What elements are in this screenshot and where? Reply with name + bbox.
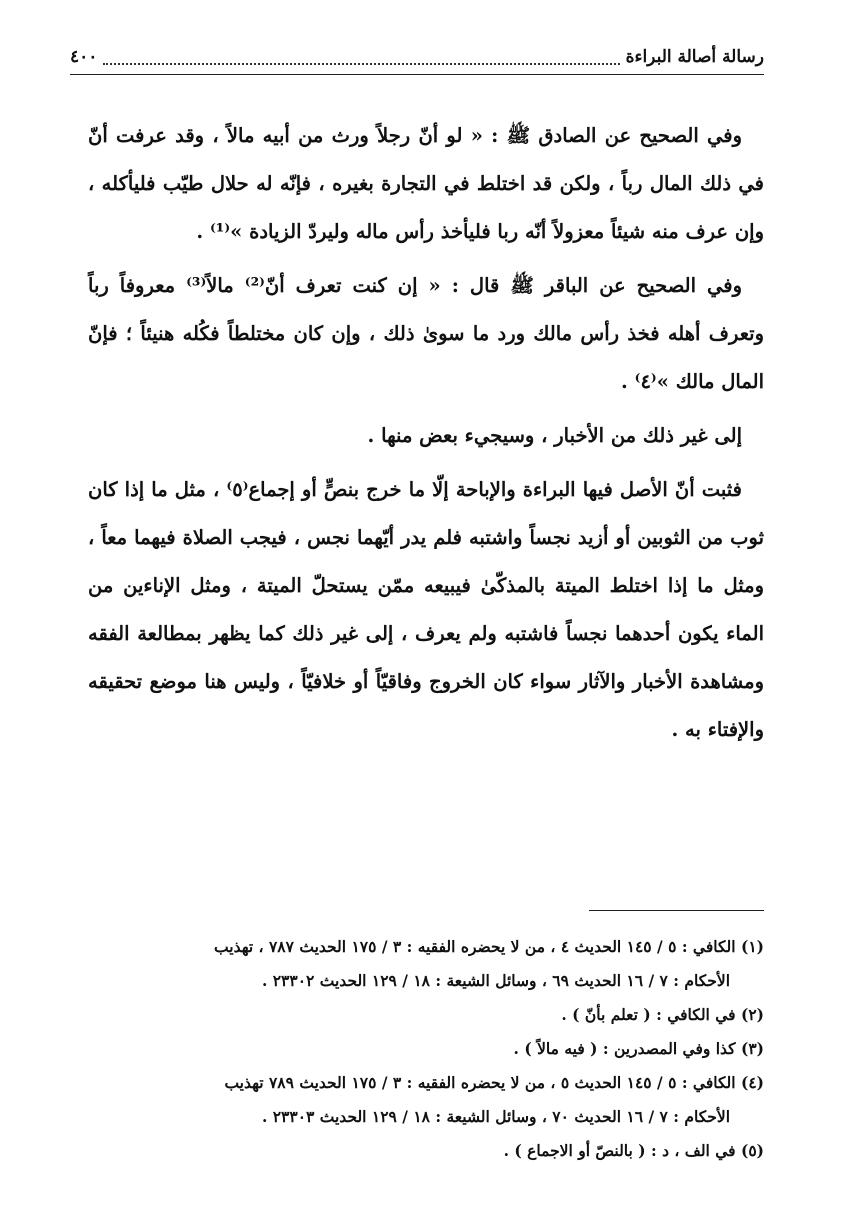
footnote-number: (٥) xyxy=(740,1141,764,1160)
footnotes xyxy=(88,930,764,1168)
paragraph: إلى غير ذلك من الأخبار ، وسيجيء بعض منها . xyxy=(367,424,742,447)
footnote-5 xyxy=(88,1134,764,1168)
paragraph: وفي الصحيح عن الباقر ﷺ قال : « إن كنت تعرف أنّ⁽²⁾ مالاً⁽³⁾ معروفاً رباً وتعرف أهله فخذ رأس مالك ورد ما سوىٰ ذلك ، وإن كان مختلطاً فكُله هنيئاً ؛ فإنّ المال مالك »⁽٤⁾ . xyxy=(88,274,764,393)
footnote-text: كذا وفي المصدرين : ( فيه مالاً ) . xyxy=(513,1039,736,1058)
footnote-4 xyxy=(88,1066,764,1100)
leader-dots xyxy=(103,49,619,65)
paragraph: فثبت أنّ الأصل فيها البراءة والإباحة إلّا ما خرج بنصٍّ أو إجماع⁽٥⁾ ، مثل ما إذا كان ثوب من الثوبين أو أزيد نجساً واشتبه فلم يدر أيّهما نجس ، فيجب الصلاة فيهما معاً ، ومثل ما إذا اختلط الميتة بالمذكّىٰ فيبيعه ممّن يستحلّ الميتة ، ومثل الإناءين من الماء يكون أحدهما نجساً فاشتبه ولم يعرف ، إلى غير ذلك كما يظهر بمطالعة الفقه ومشاهدة الأخبار والآثار سواء كان الخروج وفاقيّاً أو خلافيّاً ، وليس هنا موضع تحقيقه والإفتاء به . xyxy=(88,478,764,741)
footnote-text: في الكافي : ( تعلم بأنّ ) . xyxy=(561,1005,736,1024)
footnote-1-continued: الأحكام : ٧ / ١٦ الحديث ٦٩ ، وسائل الشيعة : ١٨ / ١٢٩ الحديث ٢٣٣٠٢ . xyxy=(261,971,730,990)
footnote-number: (١) xyxy=(740,937,764,956)
footnote-separator xyxy=(589,910,764,911)
footnote-number: (٤) xyxy=(740,1073,764,1092)
running-title: رسالة أصالة البراءة xyxy=(625,47,764,67)
footnote-number: (٢) xyxy=(740,1005,764,1024)
footnote-1 xyxy=(88,930,764,964)
footnote-text: الكافي : ٥ / ١٤٥ الحديث ٥ ، من لا يحضره الفقيه : ٣ / ١٧٥ الحديث ٧٨٩ تهذيب xyxy=(224,1073,736,1092)
paragraph: وفي الصحيح عن الصادق ﷺ : « لو أنّ رجلاً ورث من أبيه مالاً ، وقد عرفت أنّ في ذلك المال رباً ، ولكن قد اختلط في التجارة بغيره ، فإنّه له حلال طيّب فليأكله ، وإن عرف منه شيئاً معزولاً أنّه ربا فليأخذ رأس ماله وليردّ الزيادة »⁽¹⁾ . xyxy=(88,124,764,243)
footnote-text: في الف ، د : ( بالنصّ أو الاجماع ) . xyxy=(503,1141,736,1160)
page-number: ٤٠٠ xyxy=(70,47,98,67)
footnote-4-continued: الأحكام : ٧ / ١٦ الحديث ٧٠ ، وسائل الشيعة : ١٨ / ١٢٩ الحديث ٢٣٣٠٣ . xyxy=(261,1107,730,1126)
footnote-text: الكافي : ٥ / ١٤٥ الحديث ٤ ، من لا يحضره الفقيه : ٣ / ١٧٥ الحديث ٧٨٧ ، تهذيب xyxy=(214,937,736,956)
footnote-number: (٣) xyxy=(740,1039,764,1058)
main-text xyxy=(88,112,764,760)
footnote-3 xyxy=(88,1032,764,1066)
footnote-2 xyxy=(88,998,764,1032)
running-header xyxy=(70,40,764,75)
